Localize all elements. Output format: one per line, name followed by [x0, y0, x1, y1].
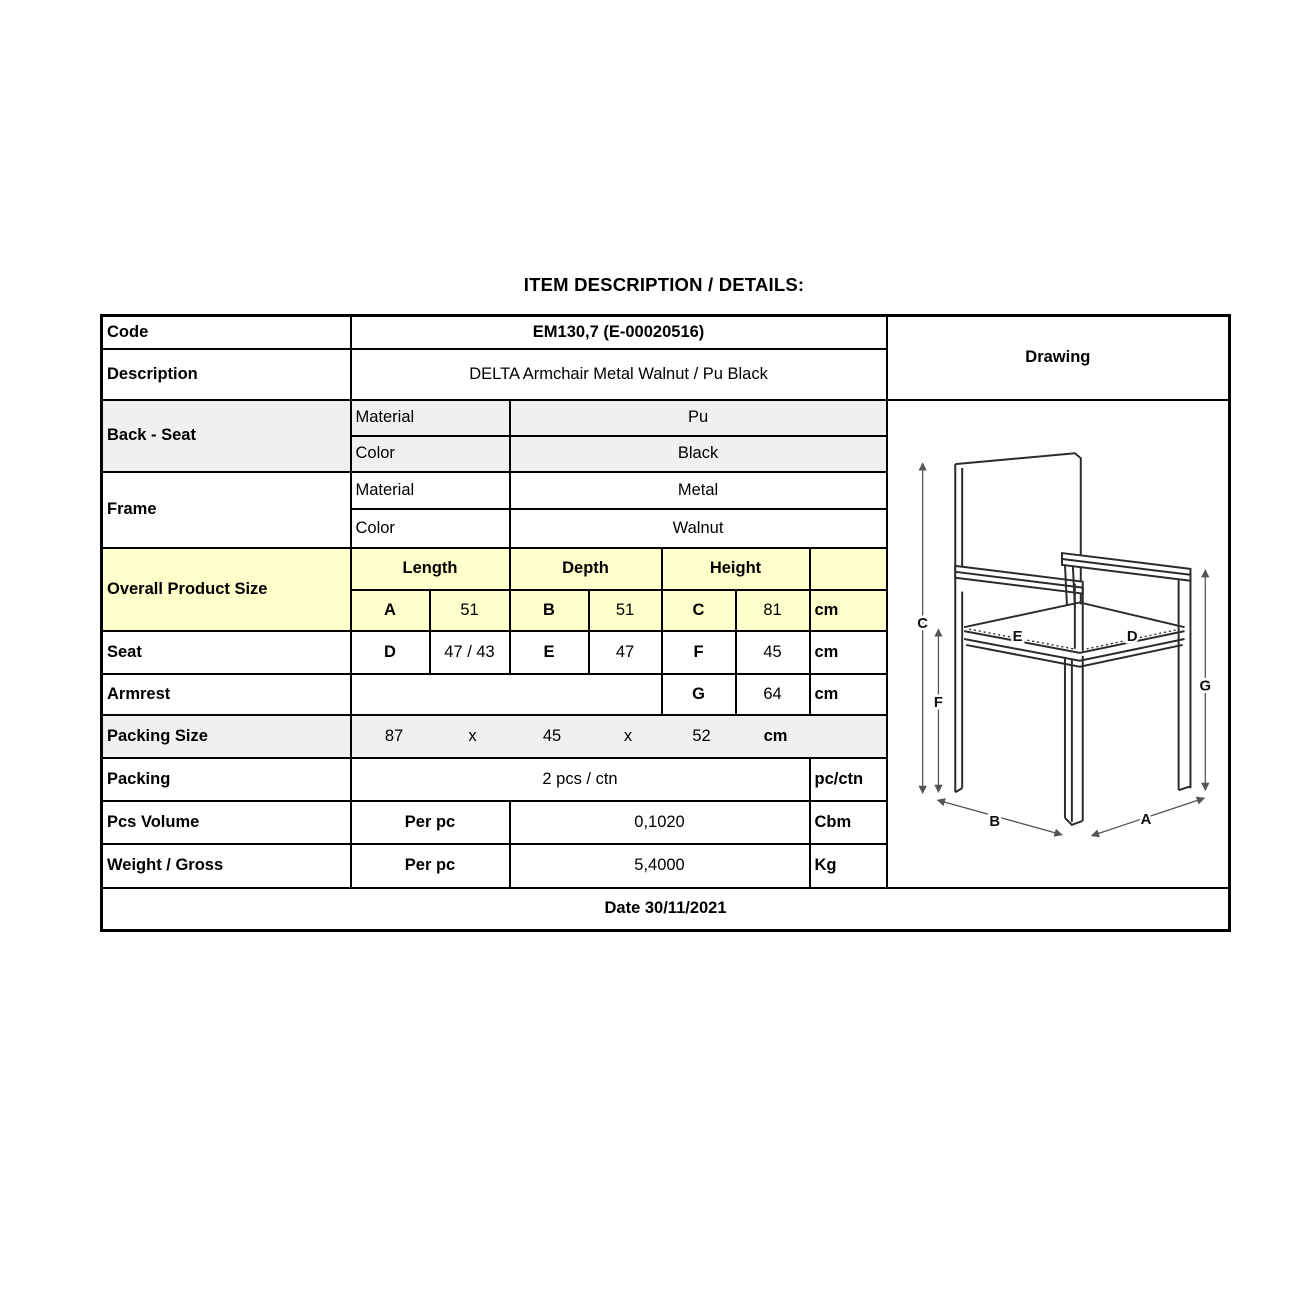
dim-label-c: C: [916, 615, 928, 632]
dim-b-value: 51: [589, 590, 662, 631]
size-header-spacer: [810, 548, 887, 590]
dim-d-label: D: [351, 631, 430, 674]
chair-lines: [955, 453, 1190, 828]
packing-unit: pc/ctn: [810, 758, 887, 801]
packing-size-v3: 52: [692, 726, 711, 745]
dim-e-value: 47: [589, 631, 662, 674]
weight-value: 5,4000: [510, 844, 810, 888]
back-seat-color-label: Color: [351, 436, 510, 472]
frame-color-value: Walnut: [510, 509, 887, 548]
frame-material-label: Material: [351, 472, 510, 510]
height-header: Height: [662, 548, 810, 590]
spec-table: [100, 314, 1231, 932]
table-row: [102, 400, 1230, 436]
packing-size-v1: 87: [384, 726, 404, 745]
drawing-header: Drawing: [887, 316, 1230, 400]
dim-g-label: G: [662, 674, 736, 715]
pcs-volume-unit: Cbm: [810, 801, 887, 844]
description-value: DELTA Armchair Metal Walnut / Pu Black: [351, 349, 887, 400]
frame-material-value: Metal: [510, 472, 887, 510]
dim-label-a: A: [1140, 811, 1151, 828]
back-seat-material-label: Material: [351, 400, 510, 436]
weight-per: Per pc: [351, 844, 510, 888]
back-seat-material-value: Pu: [510, 400, 887, 436]
back-seat-color-value: Black: [510, 436, 887, 472]
frame-label: Frame: [102, 472, 351, 549]
armrest-unit: cm: [810, 674, 887, 715]
packing-size-x1: x: [468, 726, 477, 745]
weight-label: Weight / Gross: [102, 844, 351, 888]
dim-label-g: G: [1199, 677, 1211, 694]
dim-label-f: F: [933, 694, 943, 711]
pcs-volume-per: Per pc: [351, 801, 510, 844]
pcs-volume-label: Pcs Volume: [102, 801, 351, 844]
dim-label-b: B: [989, 813, 1000, 830]
seat-unit: cm: [810, 631, 887, 674]
packing-size-x2: x: [623, 726, 633, 745]
packing-size-unit: cm: [763, 726, 788, 745]
dim-a-value: 51: [430, 590, 510, 631]
table-row: [102, 888, 1230, 931]
dim-f-label: F: [662, 631, 736, 674]
dim-g-value: 64: [736, 674, 810, 715]
overall-size-label: Overall Product Size: [102, 548, 351, 631]
dim-c-label: C: [662, 590, 736, 631]
packing-label: Packing: [102, 758, 351, 801]
chair-drawing: [892, 401, 1230, 882]
overall-size-unit: cm: [810, 590, 887, 631]
seat-label: Seat: [102, 631, 351, 674]
packing-size-v2: 45: [542, 726, 562, 745]
frame-color-label: Color: [351, 509, 510, 548]
dim-f-value: 45: [736, 631, 810, 674]
date-cell: Date 30/11/2021: [102, 888, 1230, 931]
packing-size-label: Packing Size: [102, 715, 351, 758]
length-header: Length: [351, 548, 510, 590]
pcs-volume-value: 0,1020: [510, 801, 810, 844]
dim-label-e: E: [1012, 628, 1023, 645]
depth-header: Depth: [510, 548, 662, 590]
page-title: ITEM DESCRIPTION / DETAILS:: [523, 274, 805, 295]
code-label: Code: [102, 316, 351, 349]
dim-d-value: 47 / 43: [430, 631, 510, 674]
code-value: EM130,7 (E-00020516): [351, 316, 887, 349]
dim-e-label: E: [510, 631, 589, 674]
packing-size-values: [356, 727, 882, 746]
dim-a-label: A: [351, 590, 430, 631]
back-seat-label: Back - Seat: [102, 400, 351, 472]
weight-unit: Kg: [810, 844, 887, 888]
drawing-cell: [887, 400, 1230, 888]
table-row: [102, 316, 1230, 349]
packing-value: 2 pcs / ctn: [351, 758, 810, 801]
armrest-label: Armrest: [102, 674, 351, 715]
armrest-spacer: [351, 674, 662, 715]
packing-size-value: [351, 715, 887, 758]
dim-label-d: D: [1126, 628, 1138, 645]
dim-c-value: 81: [736, 590, 810, 631]
description-label: Description: [102, 349, 351, 400]
dim-b-label: B: [510, 590, 589, 631]
